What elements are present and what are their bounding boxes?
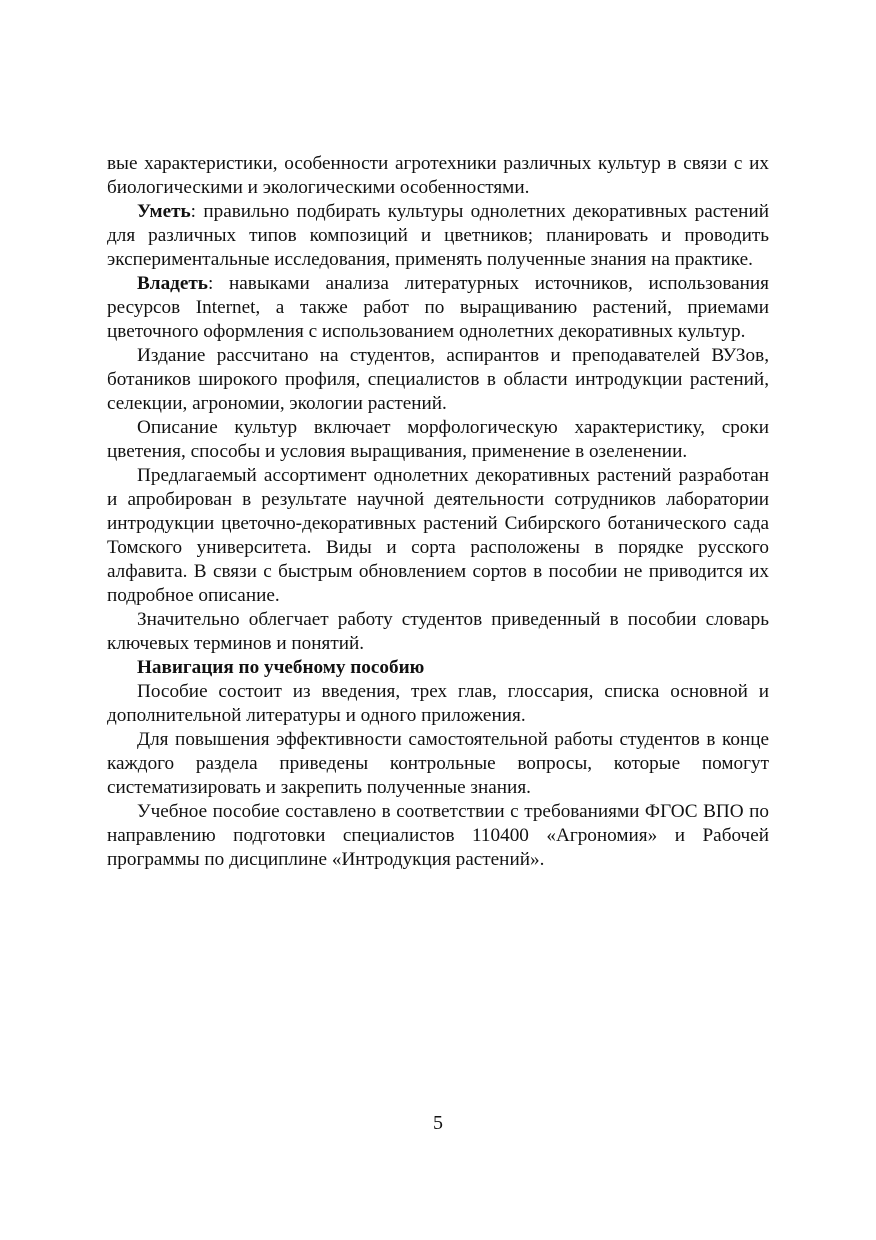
paragraph-assortment: Предлагаемый ассортимент однолетних декоративных растений разработан и апробирован в результате научной деятельности сотрудников лаборатории интродукции цветочно-декоративных растений Сибирского ботанического сада Томского университета. Виды и сорта расположены в порядке русского алфавита. В связи с быстрым обновлением сортов в пособии не приводится их подробное описание.: [107, 465, 769, 606]
paragraph-mastery-text: : навыками анализа литературных источников, использования ресурсов Internet, а также работ по выращиванию растений, приемами цветочного оформления с использованием однолетних декоративных культур.: [107, 273, 769, 342]
paragraph-standards: Учебное пособие составлено в соответствии с требованиями ФГОС ВПО по направлению подготовки специалистов 110400 «Агрономия» и Рабочей программы по дисциплине «Интродукция растений».: [107, 801, 769, 870]
paragraph-mastery: [107, 272, 769, 344]
paragraph-continuation: вые характеристики, особенности агротехники различных культур в связи с их биологическими и экологическими особенностями.: [107, 153, 769, 198]
paragraph-skills-text: : правильно подбирать культуры однолетних декоративных растений для различных типов композиций и цветников; планировать и проводить экспериментальные исследования, применять полученные знания на практике.: [107, 201, 769, 270]
paragraph-description: Описание культур включает морфологическую характеристику, сроки цветения, способы и условия выращивания, применение в озеленении.: [107, 417, 769, 462]
term-umet: Уметь: [137, 201, 191, 222]
term-vladet: Владеть: [137, 273, 208, 294]
section-heading: Навигация по учебному пособию: [137, 657, 425, 678]
paragraph-structure: Пособие состоит из введения, трех глав, глоссария, списка основной и дополнительной литературы и одного приложения.: [107, 681, 769, 726]
paragraph-questions: Для повышения эффективности самостоятельной работы студентов в конце каждого раздела приведены контрольные вопросы, которые помогут систематизировать и закрепить полученные знания.: [107, 729, 769, 798]
body-text: [107, 152, 769, 872]
paragraph-glossary: Значительно облегчает работу студентов приведенный в пособии словарь ключевых терминов и понятий.: [107, 609, 769, 654]
page-number: 5: [433, 1112, 443, 1134]
paragraph-skills: [107, 200, 769, 272]
paragraph-audience: Издание рассчитано на студентов, аспирантов и преподавателей ВУЗов, ботаников широкого профиля, специалистов в области интродукции растений, селекции, агрономии, экологии растений.: [107, 345, 769, 414]
